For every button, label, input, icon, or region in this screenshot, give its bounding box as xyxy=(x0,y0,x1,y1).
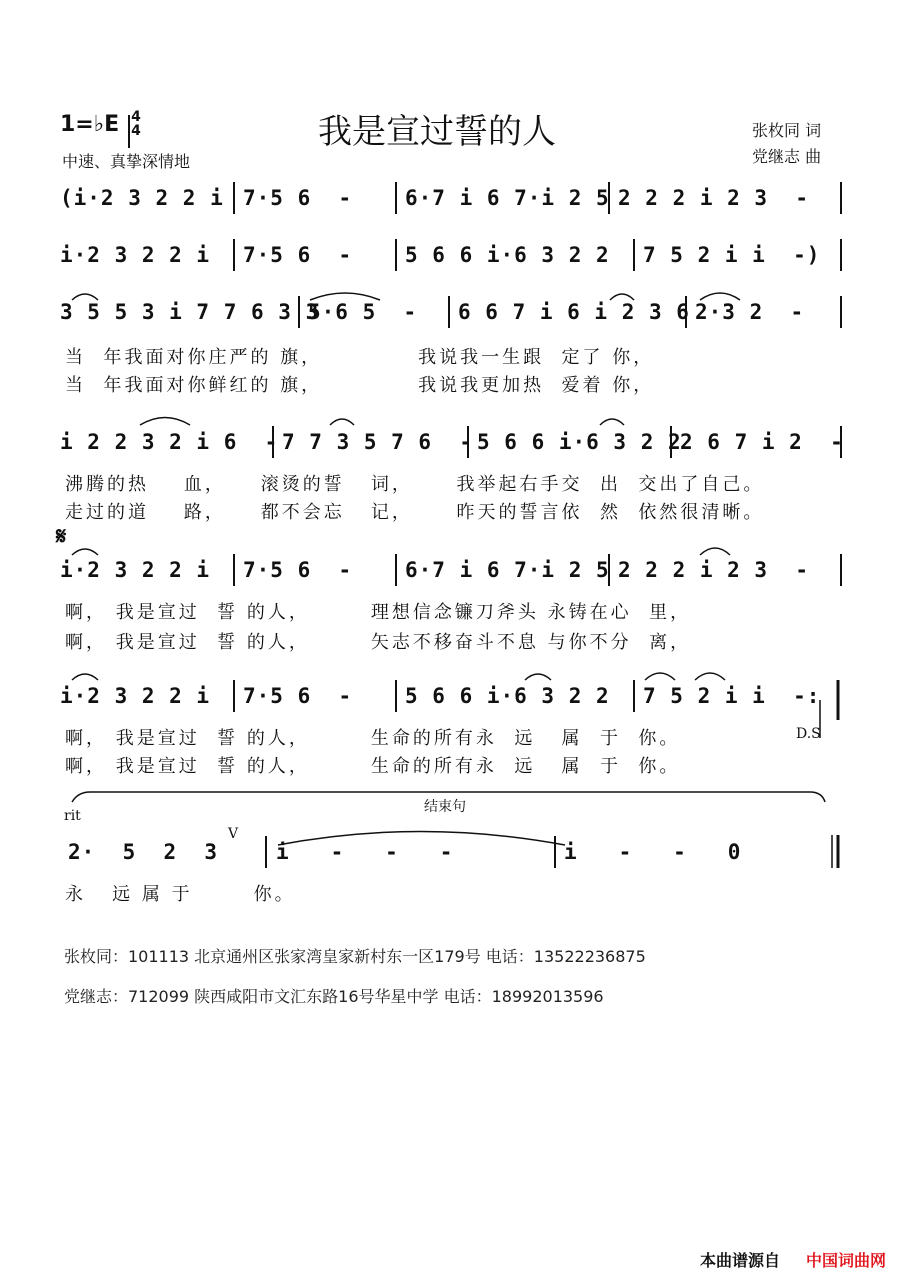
barline xyxy=(608,554,610,586)
composer-credit: 党继志 曲 xyxy=(752,147,822,166)
measure: (i·2 3 2 2 i xyxy=(60,186,224,210)
barline xyxy=(233,182,235,214)
barline xyxy=(608,182,610,214)
barline xyxy=(840,426,842,458)
barline xyxy=(670,426,672,458)
key-signature: 1=♭E xyxy=(60,112,120,137)
measure: 2 6 7 i 2 - xyxy=(680,430,844,454)
measure: 6·7 i 6 7·i 2 5 xyxy=(405,558,610,582)
barline xyxy=(233,239,235,271)
barline xyxy=(633,680,635,712)
measure: i·2 3 2 2 i xyxy=(60,558,211,582)
measure: 7·5 6 - xyxy=(243,684,353,708)
contact-composer: 党继志：712099 陕西咸阳市文汇东路16号华星中学 电话：18992013596 xyxy=(64,987,604,1006)
barline xyxy=(554,836,556,868)
measure: i·2 3 2 2 i xyxy=(60,684,211,708)
dal-segno-mark: D.S xyxy=(796,726,821,742)
barline xyxy=(840,239,842,271)
meter-top: 4 xyxy=(131,109,141,125)
tempo-marking: 中速、真挚深情地 xyxy=(62,152,191,171)
measure: 5 6 6 i·6 3 2 2 xyxy=(405,684,610,708)
measure: 3 5 5 3 i 7 7 6 3 3 xyxy=(60,300,320,324)
measure: 7 7 3 5 7 6 - xyxy=(282,430,474,454)
measure: 2·3 2 - xyxy=(695,300,805,324)
barline xyxy=(233,680,235,712)
barline xyxy=(633,239,635,271)
measure: i·2 3 2 2 i xyxy=(60,243,211,267)
measure: i - - - xyxy=(276,840,454,864)
measure: 7 5 2 i i -) xyxy=(643,243,821,267)
segno-sign: 𝄋 xyxy=(56,522,67,550)
measure: 2 2 2 i 2 3 - xyxy=(618,558,810,582)
barline xyxy=(395,182,397,214)
measure: 7 5 2 i i -: xyxy=(643,684,821,708)
measure: 6 6 7 i 6 i 2 3 6 xyxy=(458,300,690,324)
barline xyxy=(840,554,842,586)
barline xyxy=(840,182,842,214)
barline xyxy=(233,554,235,586)
measure: 7·5 6 - xyxy=(243,243,353,267)
lyric-line: 当 年我面对你庄严的 旗， 我说我一生跟 定了 你， xyxy=(65,347,655,368)
song-title: 我是宣过誓的人 xyxy=(318,112,556,152)
measure: 2· 5 2 3 xyxy=(68,840,219,864)
ending-label: 结束句 xyxy=(424,799,466,815)
meter-bottom: 4 xyxy=(131,123,141,139)
barline xyxy=(395,554,397,586)
barline xyxy=(395,680,397,712)
barline xyxy=(840,296,842,328)
lyric-line: 啊， 我是宣过 誓 的人， 生命的所有永 远 属 于 你。 xyxy=(65,756,681,777)
barline xyxy=(448,296,450,328)
measure: 5·6 5 - xyxy=(308,300,418,324)
barline xyxy=(685,296,687,328)
lyric-line: 啊， 我是宣过 誓 的人， 理想信念镰刀斧头 永铸在心 里， xyxy=(65,602,692,623)
measure: i 2 2 3 2 i 6 - xyxy=(60,430,279,454)
breath-mark: V xyxy=(228,826,239,842)
lyric-line: 啊， 我是宣过 誓 的人， 矢志不移奋斗不息 与你不分 离， xyxy=(65,632,692,653)
ritardando-mark: rit xyxy=(64,808,81,824)
barline xyxy=(467,426,469,458)
measure: i - - 0 xyxy=(564,840,742,864)
lyric-line: 啊， 我是宣过 誓 的人， 生命的所有永 远 属 于 你。 xyxy=(65,728,681,749)
lyric-line: 沸腾的热 血， 滚烫的誓 词， 我举起右手交 出 交出了自己。 xyxy=(65,474,765,495)
source-label: 本曲谱源自 xyxy=(700,1251,781,1270)
barline xyxy=(272,426,274,458)
lyric-line: 当 年我面对你鲜红的 旗， 我说我更加热 爱着 你， xyxy=(65,375,655,396)
lyricist-credit: 张枚同 词 xyxy=(752,121,822,140)
measure: 7·5 6 - xyxy=(243,558,353,582)
contact-lyricist: 张枚同：101113 北京通州区张家湾皇家新村东一区179号 电话：13522236875 xyxy=(64,947,646,966)
measure: 7·5 6 - xyxy=(243,186,353,210)
measure: 5 6 6 i·6 3 2 2 xyxy=(477,430,682,454)
measure: 5 6 6 i·6 3 2 2 xyxy=(405,243,610,267)
site-link[interactable]: 中国词曲网 xyxy=(806,1251,887,1270)
measure: 2 2 2 i 2 3 - xyxy=(618,186,810,210)
barline xyxy=(265,836,267,868)
lyric-line: 永 远 属 于 你。 xyxy=(65,884,296,905)
barline xyxy=(298,296,300,328)
lyric-line: 走过的道 路， 都不会忘 记， 昨天的誓言依 然 依然很清晰。 xyxy=(65,502,765,523)
barline xyxy=(395,239,397,271)
measure: 6·7 i 6 7·i 2 5 xyxy=(405,186,610,210)
